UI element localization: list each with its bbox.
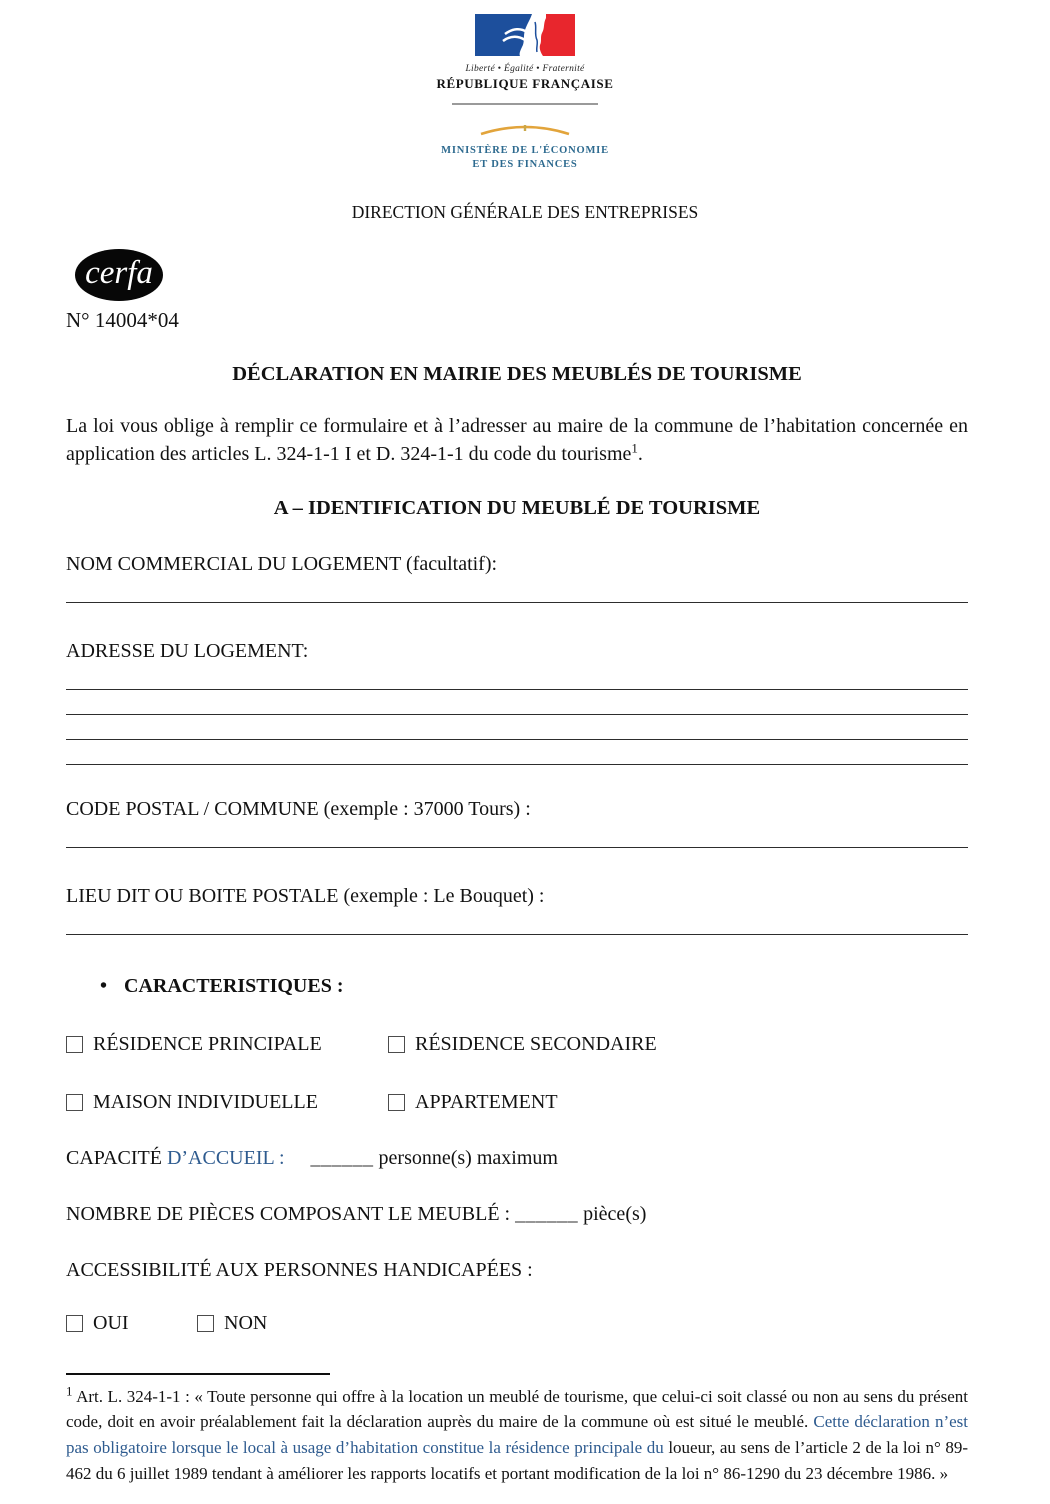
ministry-logo xyxy=(441,119,609,172)
label-nom-commercial: NOM COMMERCIAL DU LOGEMENT (facultatif): xyxy=(66,552,498,575)
section-a-heading: A – IDENTIFICATION DU MEUBLÉ DE TOURISME xyxy=(273,496,761,519)
page-header xyxy=(0,0,1050,223)
input-line-adresse-4[interactable] xyxy=(66,764,968,765)
option-residence-principale[interactable]: RÉSIDENCE PRINCIPALE xyxy=(66,1033,388,1056)
type-logement-row xyxy=(66,1091,968,1114)
blank-pieces[interactable]: ______ xyxy=(515,1202,579,1225)
cerfa-logo: cerfa xyxy=(75,249,163,301)
input-line-adresse-1[interactable] xyxy=(66,689,968,690)
option-non[interactable]: NON xyxy=(197,1312,267,1335)
input-line-code-postal[interactable] xyxy=(66,847,968,848)
footnote-separator xyxy=(66,1373,330,1375)
option-appartement[interactable]: APPARTEMENT xyxy=(388,1091,558,1114)
marianne-flag-icon xyxy=(475,14,575,56)
checkbox-appartement[interactable] xyxy=(388,1094,405,1111)
footnote-reference: 1 xyxy=(631,440,638,456)
republique-francaise-label: RÉPUBLIQUE FRANÇAISE xyxy=(436,76,614,91)
page-title: DÉCLARATION EN MAIRIE DES MEUBLÉS DE TOURISME xyxy=(232,363,802,386)
form-body xyxy=(0,249,1050,1487)
option-residence-secondaire[interactable]: RÉSIDENCE SECONDAIRE xyxy=(388,1033,657,1056)
blank-capacite[interactable]: ______ xyxy=(310,1146,374,1169)
checkbox-non[interactable] xyxy=(197,1315,214,1332)
republique-francaise-logo xyxy=(436,14,613,92)
footnote-number: 1 xyxy=(66,1382,73,1398)
caracteristiques-heading: • CARACTERISTIQUES : xyxy=(100,974,344,997)
accessibilite-options-row xyxy=(66,1312,968,1335)
cerfa-block xyxy=(66,249,968,333)
marianne-motto: Liberté • Égalité • Fraternité xyxy=(465,64,585,74)
input-line-adresse-2[interactable] xyxy=(66,714,968,715)
ministry-arc-icon xyxy=(477,119,573,137)
bullet-icon: • xyxy=(100,974,108,997)
input-line-lieu-dit[interactable] xyxy=(66,934,968,935)
checkbox-oui[interactable] xyxy=(66,1315,83,1332)
header-divider xyxy=(452,103,598,105)
direction-generale-label: DIRECTION GÉNÉRALE DES ENTREPRISES xyxy=(351,202,699,223)
label-lieu-dit: LIEU DIT OU BOITE POSTALE (exemple : Le Bouquet) : xyxy=(66,884,545,907)
checkbox-residence-principale[interactable] xyxy=(66,1036,83,1053)
label-adresse: ADRESSE DU LOGEMENT: xyxy=(66,639,309,662)
capacite-field: CAPACITÉ D’ACCUEIL : ______ personne(s) maximum xyxy=(66,1146,558,1169)
residence-options-row xyxy=(66,1033,968,1056)
label-code-postal: CODE POSTAL / COMMUNE (exemple : 37000 Tours) : xyxy=(66,797,531,820)
checkbox-residence-secondaire[interactable] xyxy=(388,1036,405,1053)
pieces-field: NOMBRE DE PIÈCES COMPOSANT LE MEUBLÉ : ______ pièce(s) xyxy=(66,1202,647,1225)
form-number: N° 14004*04 xyxy=(66,308,179,333)
input-line-adresse-3[interactable] xyxy=(66,739,968,740)
intro-paragraph: La loi vous oblige à remplir ce formulaire et à l’adresser au maire de la commune de l’habitation concernée en application des articles L. 324-1-1 I et D. 324-1-1 du code du tourisme$^1$. xyxy=(66,415,968,465)
input-line-nom-commercial[interactable] xyxy=(66,602,968,603)
footnote-text: $^1$ Art. L. 324-1-1 : « Toute personne qui offre à la location un meublé de tourisme, que celui-ci soit classé ou non au sens du présent code, doit en avoir préalablement fait la déclaration auprès du maire de la commune où est situé le meublé. Cette déclaration n’est pas obligatoire lorsque le local à usage d’habitation constitue la résidence principale du loueur, au sens de l’article 2 de la loi n° 89-462 du 6 juillet 1989 tendant à améliorer les rapports locatifs et portant modification de la loi n° 86-1290 du 23 décembre 1986. » xyxy=(66,1382,969,1484)
ministry-name: MINISTÈRE DE L'ÉCONOMIE ET DES FINANCES xyxy=(441,145,609,171)
option-maison-individuelle[interactable]: MAISON INDIVIDUELLE xyxy=(66,1091,388,1114)
checkbox-maison-individuelle[interactable] xyxy=(66,1094,83,1111)
option-oui[interactable]: OUI xyxy=(66,1312,197,1335)
accessibilite-label: ACCESSIBILITÉ AUX PERSONNES HANDICAPÉES : xyxy=(66,1258,533,1281)
